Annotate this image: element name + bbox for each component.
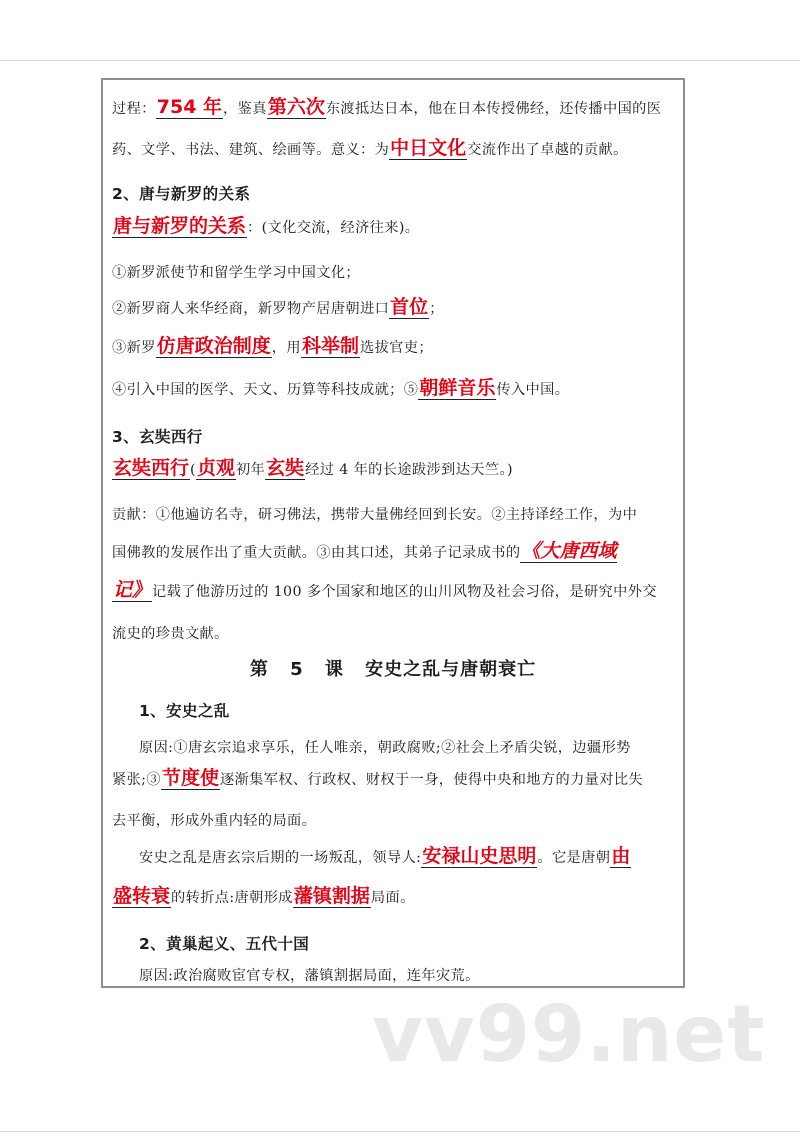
text-line [112, 216, 682, 238]
text-span: 东渡抵达日本，他在日本传授佛经，还传播中国的医 [325, 101, 662, 117]
text-span: 记载了他游历过的 100 多个国家和地区的山川风物及社会习俗，是研究中外交 [152, 584, 657, 600]
highlight-decline: 盛转衰 [113, 885, 171, 907]
text-line [112, 97, 682, 119]
highlight-tang-silla: 唐与新罗的关系 [113, 215, 247, 237]
text-span: ④引入中国的医学、天文、历算等科技成就；⑤ [112, 382, 419, 398]
text-span: 药、文学、书法、建筑、绘画等。意义：为 [112, 142, 390, 158]
highlight-year: 754 年 [156, 96, 223, 118]
text-span: 安史之乱是唐玄宗后期的一场叛乱，领导人: [139, 850, 422, 866]
text-line: 去平衡，形成外重内轻的局面。 [112, 813, 317, 829]
text-span: 局面。 [370, 890, 415, 906]
list-item [112, 297, 682, 319]
text-span: 逐渐集军权、行政权、财权于一身，使得中央和地方的力量对比失 [219, 772, 644, 788]
highlight-book-title: 《大唐西域 [521, 540, 617, 562]
text-span: 。它是唐朝 [537, 850, 611, 866]
text-span: 的转折点:唐朝形成 [171, 890, 293, 906]
text-span: 交流作出了卓越的贡献。 [467, 142, 628, 158]
highlight-exam-system: 科举制 [301, 335, 359, 357]
section-heading: 2、唐与新罗的关系 [112, 185, 251, 203]
text-line [112, 458, 682, 480]
section-heading: 1、安史之乱 [139, 702, 230, 720]
text-span: ②新罗商人来华经商，新罗物产居唐朝进口 [112, 301, 390, 317]
page-bottom-divider [0, 1131, 800, 1132]
text-span: 传入中国。 [496, 382, 570, 398]
highlight-xuanzang-journey: 玄奘西行 [113, 457, 190, 479]
text-span: ：(文化交流，经济往来)。 [247, 220, 420, 236]
text-span: 紧张;③ [112, 772, 161, 788]
text-line [112, 580, 682, 602]
text-span: ，用 [271, 340, 301, 356]
text-line [112, 886, 682, 908]
highlight-sixth-voyage: 第六次 [267, 96, 325, 118]
text-span: ，鉴真 [223, 101, 267, 117]
text-span: 国佛教的发展作出了重大贡献。③由其口述，其弟子记录成书的 [112, 545, 521, 561]
text-line [139, 846, 709, 868]
text-span: 过程： [112, 101, 156, 117]
text-span: ( [190, 462, 196, 478]
watermark-text: vv99.net [372, 990, 766, 1080]
text-span: ③新罗 [112, 340, 156, 356]
highlight-sino-japanese-culture: 中日文化 [390, 137, 467, 159]
list-item [112, 378, 682, 400]
text-line: 流史的珍贵文献。 [112, 626, 229, 642]
text-line [112, 138, 682, 160]
highlight-zhenguan: 贞观 [196, 457, 235, 479]
section-heading: 2、黄巢起义、五代十国 [139, 935, 310, 953]
text-line [112, 768, 682, 790]
text-span: 选拔官吏； [359, 340, 433, 356]
text-line: 原因:政治腐败宦官专权，藩镇割据局面，连年灾荒。 [139, 968, 480, 984]
text-span: ； [429, 301, 444, 317]
text-span: 初年 [235, 462, 266, 478]
highlight-jiedushi: 节度使 [161, 767, 219, 789]
highlight-book-title-end: 记》 [113, 579, 152, 601]
list-item: ①新罗派使节和留学生学习中国文化； [112, 265, 360, 281]
highlight-first-place: 首位 [390, 296, 429, 318]
text-line: 原因:①唐玄宗追求享乐，任人唯亲，朝政腐败;②社会上矛盾尖锐，边疆形势 [139, 740, 631, 756]
highlight-tang-system: 仿唐政治制度 [156, 335, 271, 357]
text-span: 经过 4 年的长途跋涉到达天竺。) [305, 462, 513, 478]
section-heading: 3、玄奘西行 [112, 428, 203, 446]
text-line [112, 541, 682, 563]
lesson-title: 第 5 课 安史之乱与唐朝衰亡 [249, 659, 537, 680]
highlight-from: 由 [611, 845, 631, 867]
page-top-divider [0, 60, 800, 61]
highlight-separatism: 藩镇割据 [293, 885, 370, 907]
highlight-korean-music: 朝鲜音乐 [419, 377, 496, 399]
highlight-leaders: 安禄山史思明 [422, 845, 537, 867]
highlight-xuanzang: 玄奘 [266, 457, 305, 479]
text-line: 贡献：①他遍访名寺，研习佛法，携带大量佛经回到长安。②主持译经工作，为中 [112, 507, 638, 523]
list-item [112, 336, 682, 358]
